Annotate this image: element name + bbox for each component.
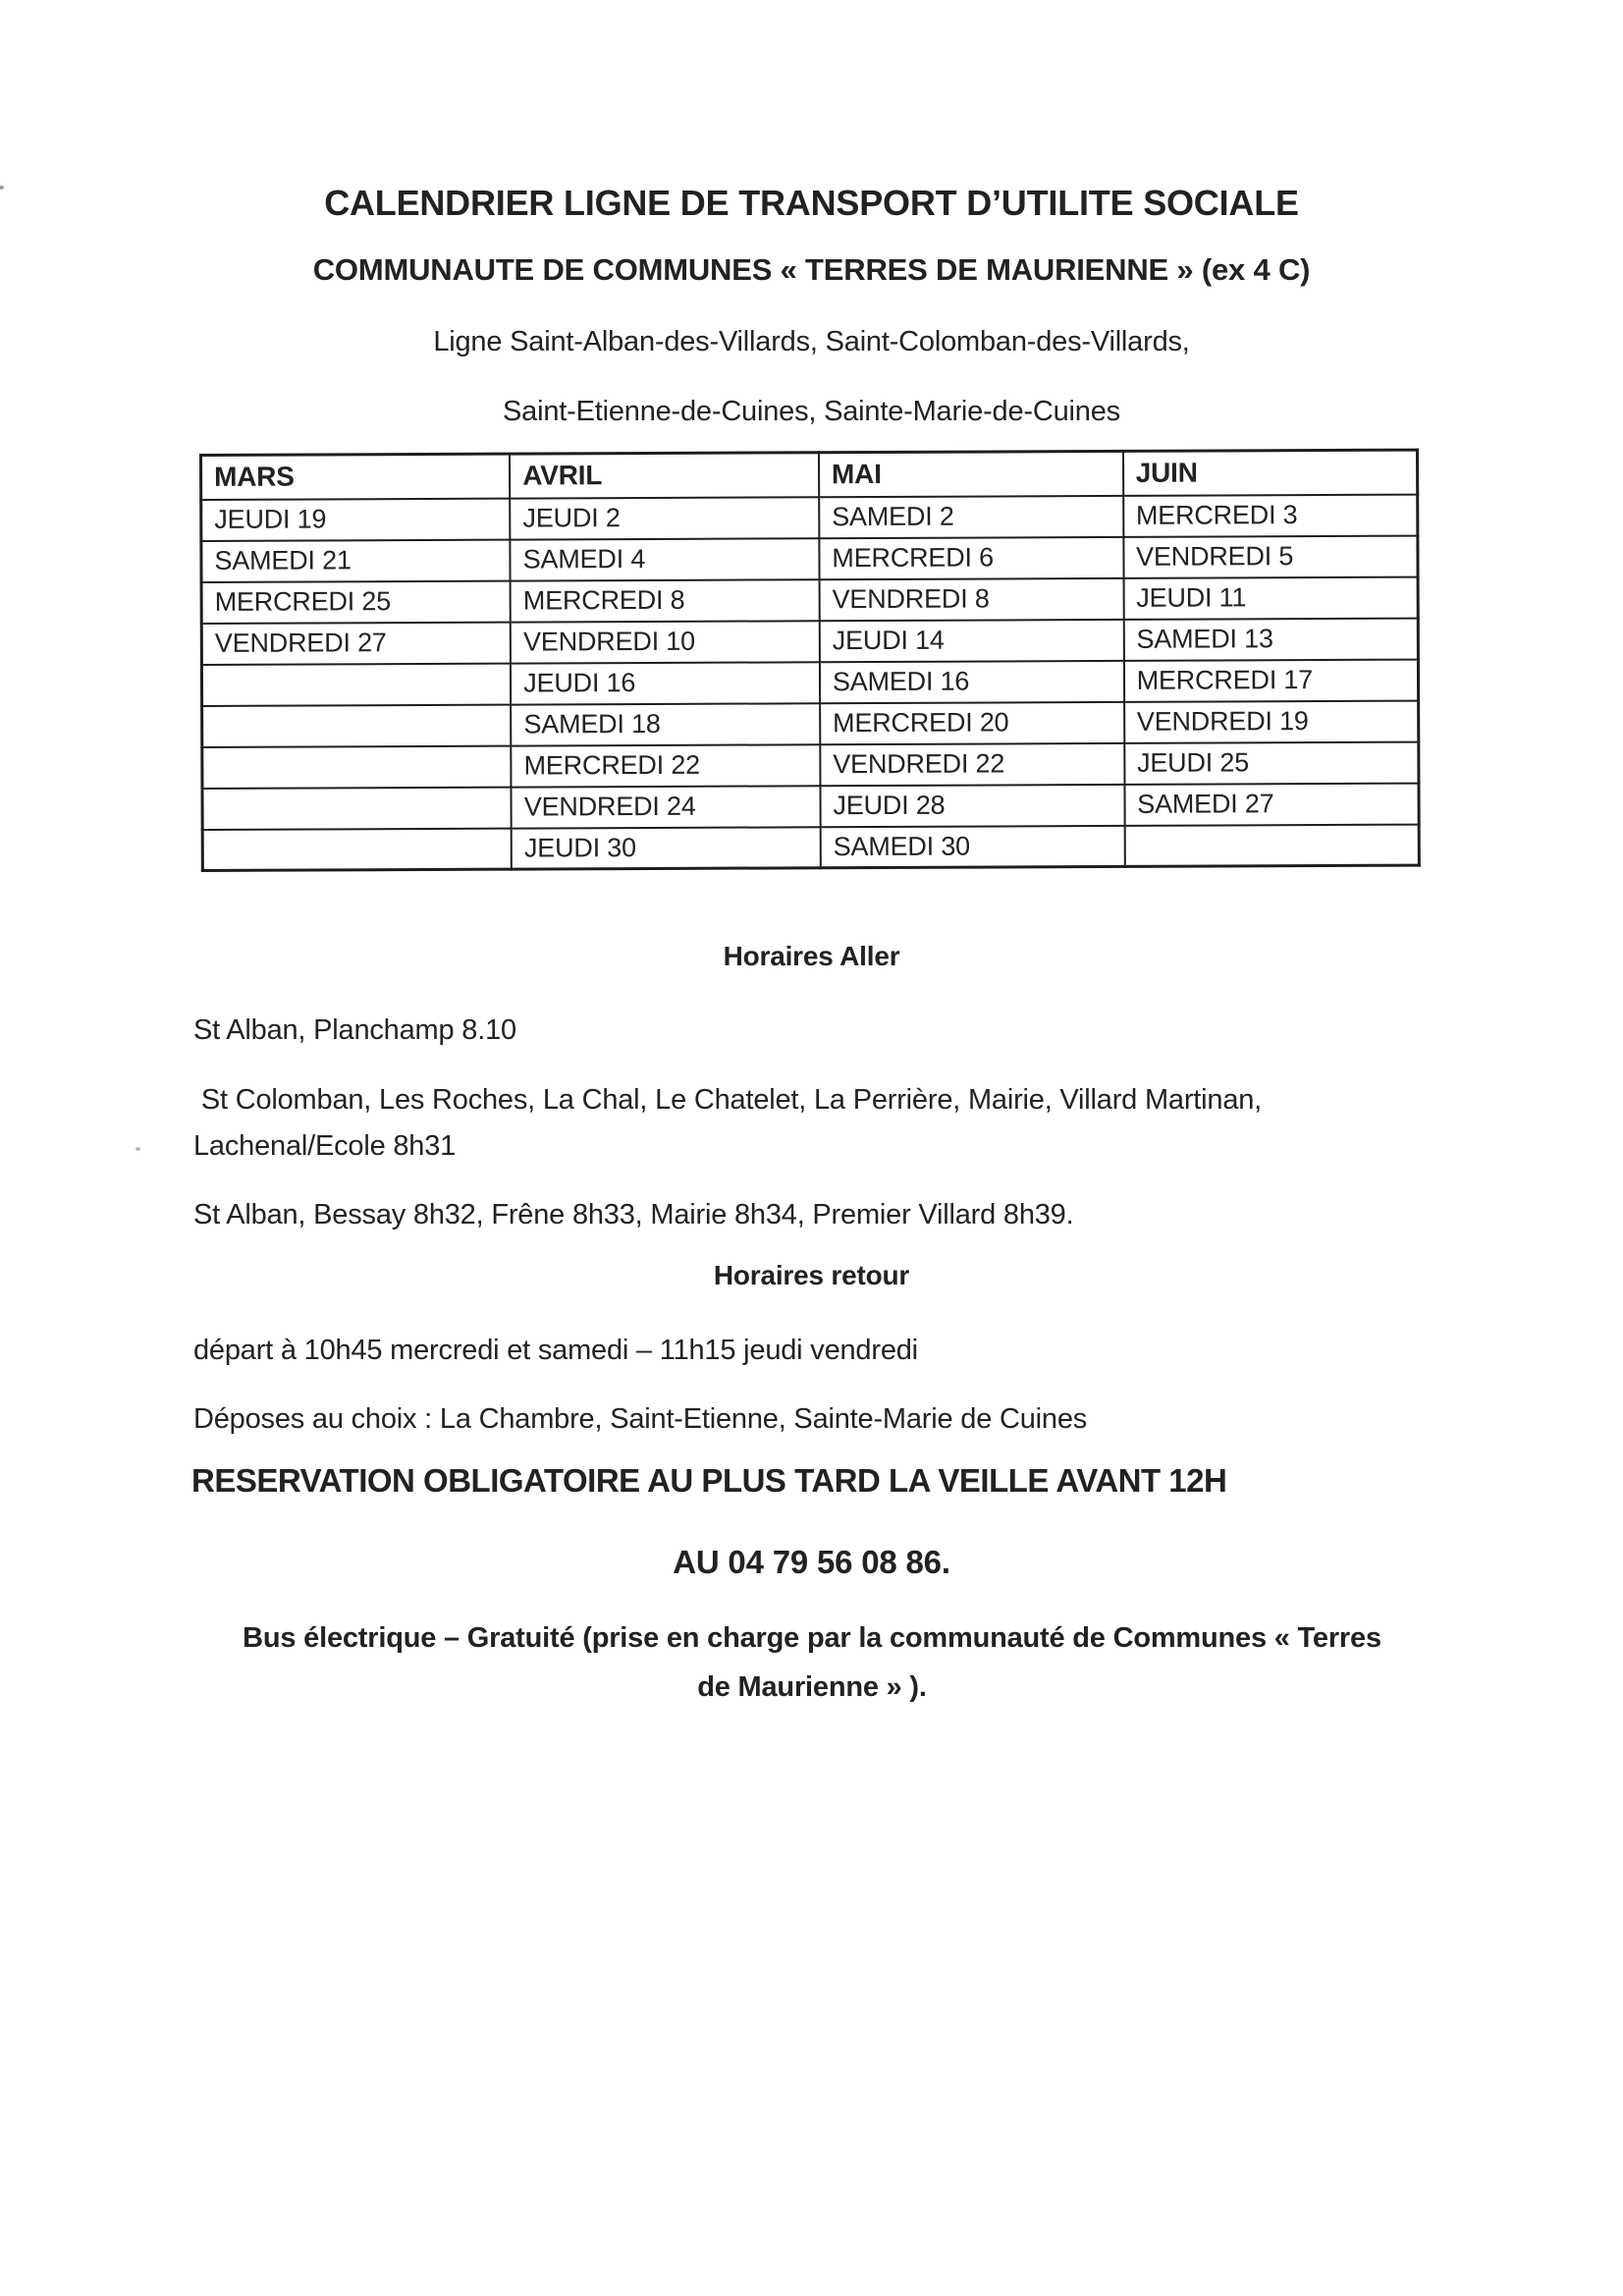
date-cell: VENDREDI 27 — [201, 622, 511, 664]
date-cell: SAMEDI 18 — [511, 703, 820, 745]
aller-stop-line-1: St Alban, Planchamp 8.10 — [193, 1014, 516, 1046]
date-cell: JEUDI 28 — [820, 784, 1124, 826]
bus-info-notice: Bus électrique – Gratuité (prise en charge par la communauté de Communes « Terres de Maurienne » ). — [243, 1622, 1381, 1703]
table-row — [202, 700, 1419, 746]
date-cell: MERCREDI 22 — [512, 744, 821, 787]
month-header-mars: MARS — [201, 454, 511, 499]
date-cell: VENDREDI 19 — [1124, 700, 1419, 742]
date-cell: SAMEDI 13 — [1123, 618, 1418, 660]
phone-number: AU 04 79 56 08 86. — [673, 1544, 950, 1580]
calendar-header-row — [201, 450, 1418, 499]
table-row — [202, 783, 1419, 829]
date-cell: JEUDI 16 — [511, 662, 820, 704]
date-cell: JEUDI 2 — [510, 497, 819, 539]
route-line-2: Saint-Etienne-de-Cuines, Sainte-Marie-de-Cuines — [503, 396, 1120, 427]
month-header-juin: JUIN — [1123, 450, 1418, 495]
table-row — [201, 576, 1418, 623]
date-cell: VENDREDI 10 — [511, 621, 820, 663]
reservation-notice: RESERVATION OBLIGATOIRE AU PLUS TARD LA VEILLE AVANT 12H — [191, 1462, 1227, 1499]
date-cell — [202, 745, 512, 788]
document-title: CALENDRIER LIGNE DE TRANSPORT D’UTILITE SOCIALE — [324, 183, 1299, 223]
date-cell: SAMEDI 2 — [819, 495, 1123, 537]
month-header-avril: AVRIL — [510, 453, 819, 498]
date-cell: JEUDI 19 — [201, 498, 511, 540]
retour-depart-line: départ à 10h45 mercredi et samedi – 11h15 jeudi vendredi — [193, 1335, 918, 1366]
date-cell: MERCREDI 20 — [820, 701, 1124, 743]
month-header-mai: MAI — [819, 451, 1123, 496]
date-cell: VENDREDI 24 — [512, 786, 821, 828]
date-cell: SAMEDI 27 — [1124, 783, 1419, 825]
date-cell: JEUDI 25 — [1124, 741, 1419, 784]
date-cell: MERCREDI 8 — [511, 579, 820, 622]
aller-stop-line-2: St Colomban, Les Roches, La Chal, Le Chatelet, La Perrière, Mairie, Villard Martinan, Lachenal/Ecole 8h31 — [193, 1084, 1270, 1162]
date-cell — [1124, 824, 1419, 866]
date-cell: JEUDI 30 — [512, 827, 821, 869]
table-row — [201, 659, 1418, 705]
aller-stop-line-3: St Alban, Bessay 8h32, Frêne 8h33, Mairie 8h34, Premier Villard 8h39. — [193, 1199, 1074, 1230]
date-cell: MERCREDI 17 — [1124, 659, 1419, 701]
document-subtitle: COMMUNAUTE DE COMMUNES « TERRES DE MAURIENNE » (ex 4 C) — [312, 252, 1311, 287]
date-cell: SAMEDI 16 — [820, 660, 1124, 702]
date-cell: JEUDI 14 — [820, 619, 1124, 661]
date-cell: VENDREDI 8 — [819, 577, 1123, 620]
table-row — [202, 741, 1419, 788]
route-line-1: Ligne Saint-Alban-des-Villards, Saint-Colomban-des-Villards, — [433, 326, 1190, 357]
retour-deposes-line: Déposes au choix : La Chambre, Saint-Etienne, Sainte-Marie de Cuines — [193, 1403, 1088, 1435]
date-cell — [202, 828, 512, 870]
table-row — [201, 618, 1418, 664]
date-cell: MERCREDI 25 — [201, 580, 511, 623]
date-cell: VENDREDI 5 — [1123, 535, 1418, 577]
scan-speck — [135, 1147, 140, 1151]
section-heading-aller: Horaires Aller — [723, 941, 900, 971]
table-row — [201, 494, 1418, 540]
date-cell — [202, 704, 512, 746]
date-cell: VENDREDI 22 — [820, 742, 1124, 785]
date-cell — [201, 663, 511, 705]
date-cell: SAMEDI 4 — [511, 538, 820, 580]
calendar-table — [199, 449, 1421, 872]
table-row — [201, 535, 1418, 581]
date-cell: SAMEDI 21 — [201, 539, 511, 581]
section-heading-retour: Horaires retour — [713, 1260, 910, 1290]
date-cell: MERCREDI 6 — [819, 536, 1123, 578]
date-cell: JEUDI 11 — [1123, 576, 1418, 619]
table-row — [202, 824, 1419, 870]
date-cell: SAMEDI 30 — [821, 825, 1125, 867]
date-cell: MERCREDI 3 — [1123, 494, 1418, 536]
date-cell — [202, 787, 512, 829]
